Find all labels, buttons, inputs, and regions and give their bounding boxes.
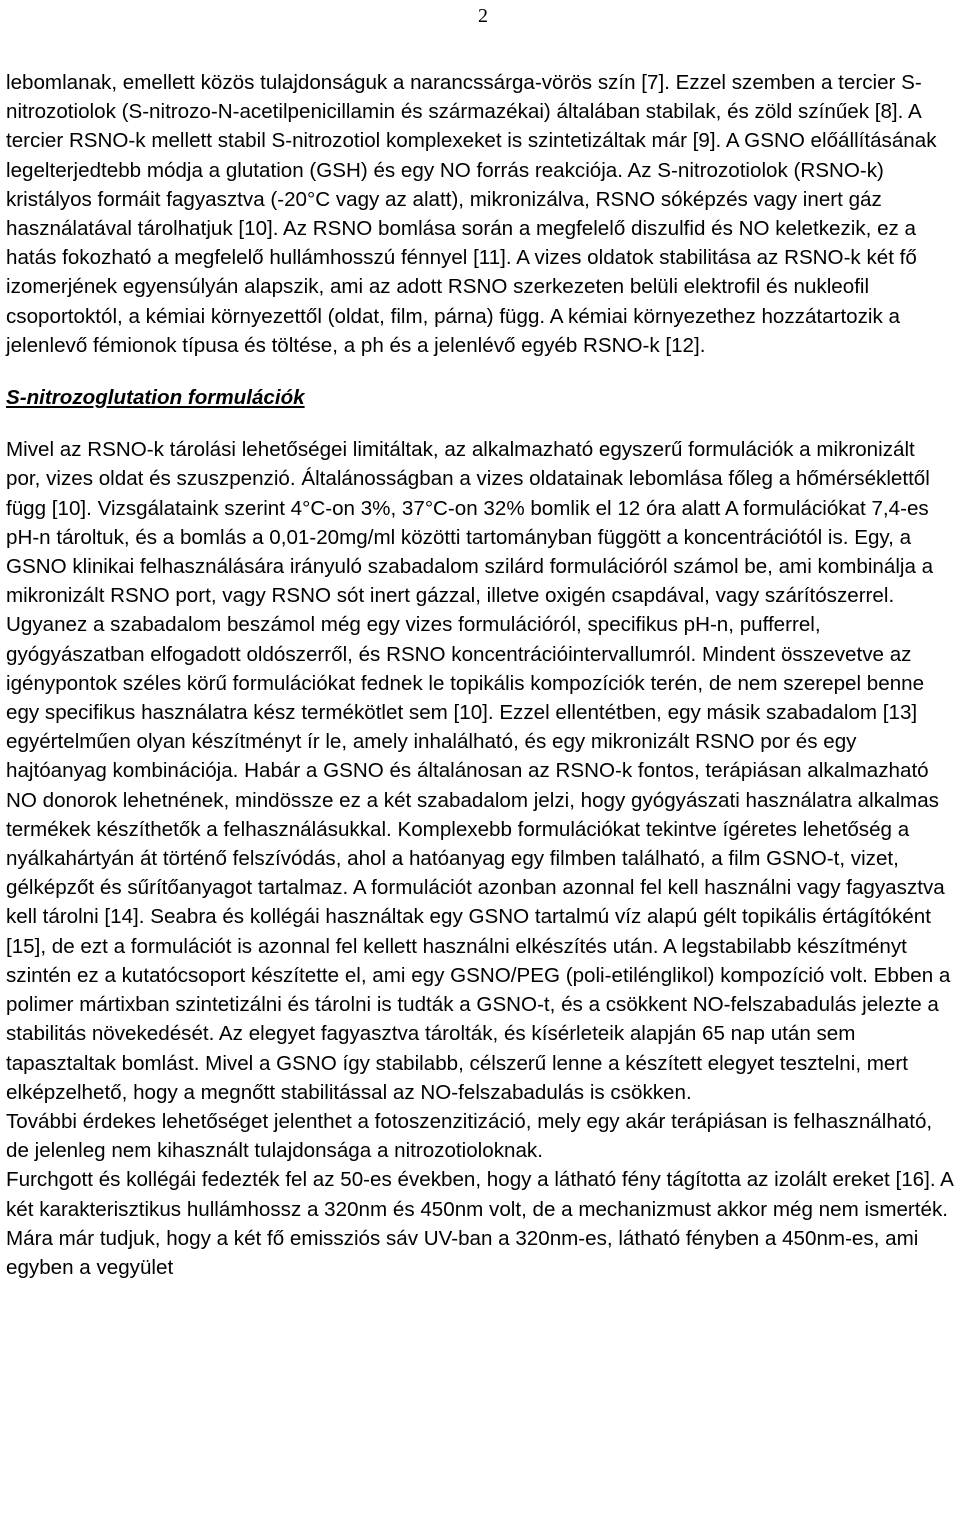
paragraph-3: További érdekes lehetőséget jelenthet a fotoszenzitizáció, mely egy akár terápiásan is felhasználható, de jelenleg nem kihasznált tulajdonsága a nitrozotioloknak. [6, 1109, 933, 1163]
section-heading: S-nitrozoglutation formulációk [6, 386, 305, 410]
document-body [6, 68, 954, 1282]
paragraph-1: lebomlanak, emellett közös tulajdonságuk a narancssárga-vörös szín [7]. Ezzel szemben a tercier S-nitrozotiolok (S-nitrozo-N-acetilpenicillamin és származékai) általában stabilak, és zöld színűek [8]. A tercier RSNO-k mellett stabil S-nitrozotiol komplexeket is szintetizáltak már [9]. A GSNO előállításának legelterjedtebb módja a glutation (GSH) és egy NO forrás reakciója. Az S-nitrozotiolok (RSNO-k) kristályos formáit fagyasztva (-20°C vagy az alatt), mikronizálva, RSNO sóképzés vagy inert gáz használatával tárolhatjuk [10]. Az RSNO bomlása során a megfelelő diszulfid és NO keletkezik, ez a hatás fokozható a megfelelő hullámhosszú fénnyel [11]. A vizes oldatok stabilitása az RSNO-k két fő izomerjének egyensúlyán alapszik, ami az adott RSNO szerkezeten belüli elektrofil és nukleofil csoportoktól, a kémiai környezettől (oldat, film, párna) függ. A kémiai környezethez hozzátartozik a jelenlevő fémionok típusa és töltése, a ph és a jelenlévő egyéb RSNO-k [12]. [6, 71, 937, 357]
paragraph-4: Furchgott és kollégái fedezték fel az 50-es években, hogy a látható fény tágította az izolált ereket [16]. A két karakterisztikus hullámhossz a 320nm és 450nm volt, de a mechanizmust akkor még nem ismerték. Mára már tudjuk, hogy a két fő emissziós sáv UV-ban a 320nm-es, látható fényben a 450nm-es, ami egyben a vegyület [6, 1168, 953, 1279]
paragraph-2: Mivel az RSNO-k tárolási lehetőségei limitáltak, az alkalmazható egyszerű formulációk a mikronizált por, vizes oldat és szuszpenzió. Általánosságban a vizes oldatainak lebomlása főleg a hőmérséklettől függ [10]. Vizsgálataink szerint 4°C-on 3%, 37°C-on 32% bomlik el 12 óra alatt A formulációkat 7,4-es pH-n tároltuk, és a bomlás a 0,01-20mg/ml közötti tartományban függött a koncentrációtól is. Egy, a GSNO klinikai felhasználására irányuló szabadalom szilárd formulációról számol be, ami kombinálja a mikronizált RSNO port, vagy RSNO sót inert gázzal, illetve oxigén csapdával, vagy szárítószerrel. Ugyanez a szabadalom beszámol még egy vizes formulációról, specifikus pH-n, pufferrel, gyógyászatban elfogadott oldószerről, és RSNO koncentrációintervallumról. Mindent összevetve az igénypontok széles körű formulációkat fednek le topikális kompozíciók terén, de nem szerepel benne egy specifikus használatra kész termékötlet sem [10]. Ezzel ellentétben, egy másik szabadalom [13] egyértelműen olyan készítményt ír le, amely inhalálható, és egy mikronizált RSNO por és egy hajtóanyag kombinációja. Habár a GSNO és általánosan az RSNO-k fontos, terápiásan alkalmazható NO donorok lehetnének, mindössze ez a két szabadalom jelzi, hogy gyógyászati használatra alkalmas termékek készíthetők a felhasználásukkal. Komplexebb formulációkat tekintve ígéretes lehetőség a nyálkahártyán át történő felszívódás, ahol a hatóanyag egy filmben található, a film GSNO-t, vizet, gélképzőt és sűrítőanyagot tartalmaz. A formulációt azonban azonnal fel kell használni vagy fagyasztva kell tárolni [14]. Seabra és kollégái használtak egy GSNO tartalmú víz alapú gélt topikális értágítóként [15], de ezt a formulációt is azonnal fel kellett használni elkészítés után. A legstabilabb készítményt szintén ez a kutatócsoport készítette el, ami egy GSNO/PEG (poli-etilénglikol) kompozíció volt. Ebben a polimer mártixban szintetizálni és tárolni is tudták a GSNO-t, és a csökkent NO-felszabadulás jelezte a stabilitás növekedését. Az elegyet fagyasztva tárolták, és kísérleteik alapján 65 nap után sem tapasztaltak bomlást. Mivel a GSNO így stabilabb, célszerű lenne a készített elegyet tesztelni, mert elképzelhető, hogy a megnőtt stabilitással az NO-felszabadulás is csökken. [6, 438, 951, 1104]
page-number: 2 [478, 5, 488, 27]
